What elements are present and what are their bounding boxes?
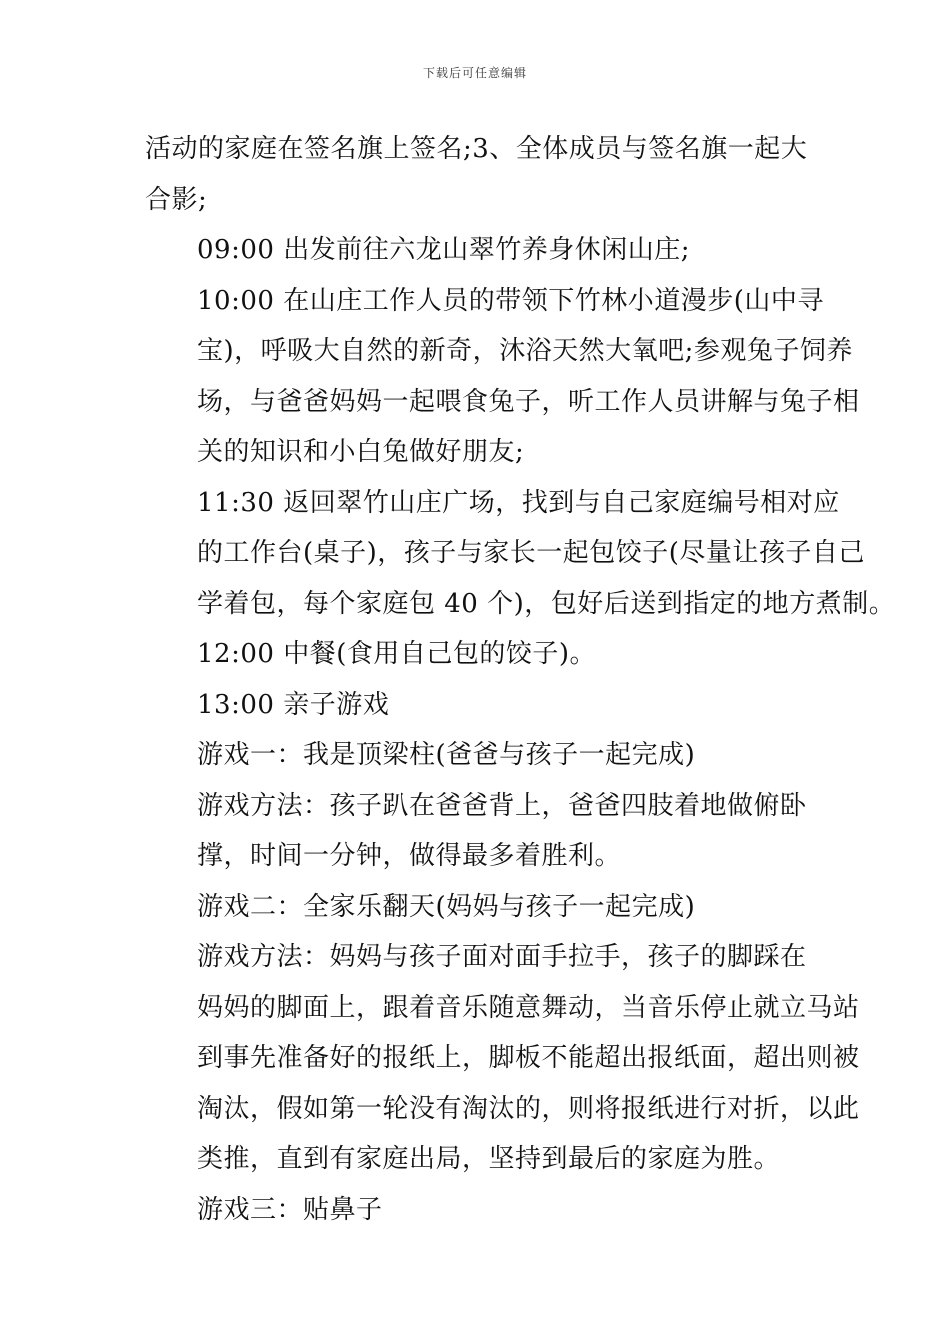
text-line: 学着包，每个家庭包 40 个)，包好后送到指定的地方煮制。 — [197, 588, 896, 619]
text-line: 游戏方法：孩子趴在爸爸背上，爸爸四肢着地做俯卧 — [197, 790, 807, 821]
text-line: 淘汰，假如第一轮没有淘汰的，则将报纸进行对折，以此 — [197, 1093, 860, 1124]
text-line: 游戏二：全家乐翻天(妈妈与孩子一起完成) — [197, 891, 696, 922]
text-line: 游戏方法：妈妈与孩子面对面手拉手，孩子的脚踩在 — [197, 942, 807, 972]
text-line: 撑，时间一分钟，做得最多着胜利。 — [197, 841, 622, 871]
paragraph — [145, 478, 896, 630]
paragraph — [145, 882, 809, 933]
text-line: 类推，直到有家庭出局，坚持到最后的家庭为胜。 — [197, 1144, 781, 1174]
text-line: 11:30 返回翠竹山庄广场，找到与自己家庭编号相对应 — [197, 487, 840, 518]
page-header: 下载后可任意编辑 — [422, 66, 527, 80]
text-line: 活动的家庭在签名旗上签名;3、全体成员与签名旗一起大 — [145, 134, 808, 164]
text-line: 12:00 中餐(食用自己包的饺子)。 — [197, 639, 596, 669]
paragraph — [145, 781, 809, 882]
text-line: 游戏一：我是顶梁柱(爸爸与孩子一起完成) — [197, 740, 696, 770]
text-line: 宝)，呼吸大自然的新奇，沐浴天然大氧吧;参观兔子饲养 — [197, 336, 853, 366]
paragraph — [145, 629, 809, 680]
paragraph — [145, 276, 860, 478]
text-line: 妈妈的脚面上，跟着音乐随意舞动，当音乐停止就立马站 — [197, 992, 860, 1023]
text-line: 合影; — [145, 184, 208, 215]
text-line: 关的知识和小白兔做好朋友; — [197, 437, 525, 467]
text-line: 的工作台(桌子)，孩子与家长一起包饺子(尽量让孩子自己 — [197, 538, 865, 568]
paragraph — [145, 1185, 809, 1236]
text-line: 09:00 出发前往六龙山翠竹养身休闲山庄; — [197, 235, 690, 265]
document-body — [145, 124, 896, 1235]
text-line: 到事先准备好的报纸上，脚板不能超出报纸面，超出则被 — [197, 1043, 860, 1073]
paragraph — [145, 124, 809, 225]
paragraph — [145, 680, 809, 731]
text-line: 10:00 在山庄工作人员的带领下竹林小道漫步(山中寻 — [197, 285, 824, 316]
text-line: 游戏三：贴鼻子 — [197, 1194, 383, 1225]
text-line: 场，与爸爸妈妈一起喂食兔子，听工作人员讲解与兔子相 — [197, 386, 860, 417]
paragraph — [145, 225, 809, 276]
paragraph — [145, 730, 809, 781]
text-line: 13:00 亲子游戏 — [197, 689, 390, 720]
paragraph — [145, 932, 860, 1185]
